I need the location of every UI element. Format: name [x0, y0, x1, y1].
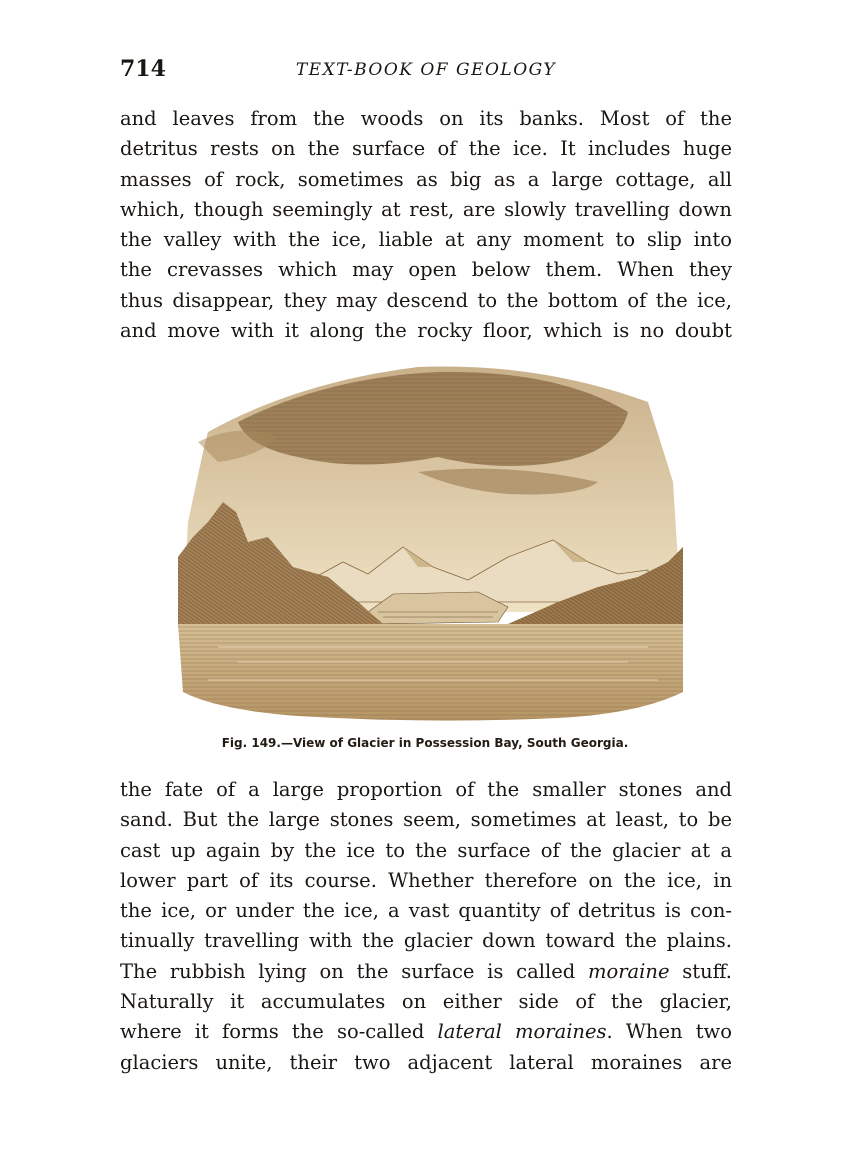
- text-line: thus disappear, they may descend to the bottom of the ice,: [120, 288, 732, 312]
- text-line: the ice, or under the ice, a vast quantity of detritus is con-: [120, 899, 732, 923]
- text-line: detritus rests on the surface of the ice. It includes huge: [120, 137, 732, 161]
- paragraph-bottom: [120, 775, 732, 1078]
- text-line: which, though seemingly at rest, are slowly travelling down: [120, 197, 732, 221]
- line-text: stuff.: [669, 959, 732, 983]
- text-line: masses of rock, sometimes as big as a large cottage, all: [120, 167, 732, 191]
- text-line: the crevasses which may open below them. When they: [120, 258, 732, 282]
- glacier-illustration: [178, 362, 688, 730]
- figure-caption: Fig. 149.—View of Glacier in Possession Bay, South Georgia.: [221, 736, 629, 750]
- text-line: tinually travelling with the glacier down toward the plains.: [120, 929, 732, 953]
- glacier-engraving: [178, 362, 688, 730]
- text-line: and move with it along the rocky floor, which is no doubt: [120, 319, 732, 343]
- text-line: lower part of its course. Whether therefore on the ice, in: [120, 868, 732, 892]
- page-number: 714: [120, 56, 166, 82]
- page-header: [120, 56, 732, 88]
- italic-term: lateral moraines: [437, 1020, 607, 1044]
- text-line: glaciers unite, their two adjacent lateral moraines are: [120, 1050, 732, 1074]
- line-text: where it forms the so-called: [120, 1020, 438, 1044]
- italic-term: moraine: [587, 959, 670, 983]
- glacier-front: [368, 592, 508, 624]
- text-line: sand. But the large stones seem, sometimes at least, to be: [120, 808, 732, 832]
- running-head: TEXT-BOOK OF GEOLOGY: [295, 60, 557, 80]
- text-line: the fate of a large proportion of the smaller stones and: [120, 778, 732, 801]
- text-line: Naturally it accumulates on either side of the glacier,: [120, 990, 732, 1014]
- text-line: and leaves from the woods on its banks. Most of the: [120, 107, 732, 130]
- paragraph-top: [120, 104, 732, 346]
- line-text: . When two: [606, 1020, 732, 1044]
- text-line: [120, 957, 732, 987]
- text-line: [120, 1017, 732, 1047]
- line-text: The rubbish lying on the surface is called: [120, 959, 588, 983]
- text-line: cast up again by the ice to the surface of the glacier at a: [120, 838, 732, 862]
- text-line: the valley with the ice, liable at any moment to slip into: [120, 228, 732, 252]
